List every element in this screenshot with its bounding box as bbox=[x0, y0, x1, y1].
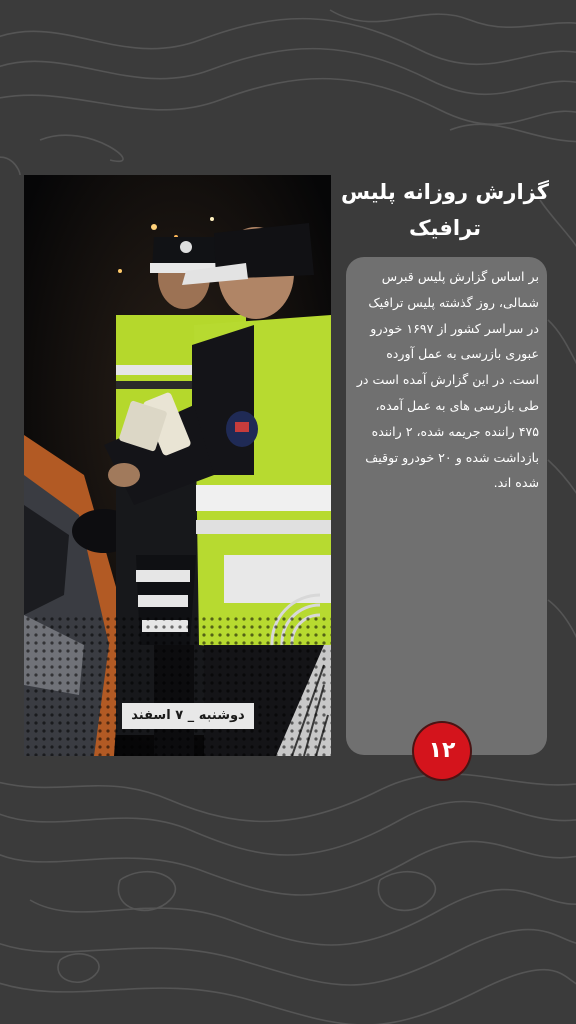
page-number-badge: ۱۲ bbox=[414, 723, 470, 779]
article-body: بر اساس گزارش پلیس قبرس شمالی، روز گذشته پلیس ترافیک در سراسر کشور از ۱۶۹۷ خودرو عبوری بازرسی به عمل آورده است. در این گزارش آمده است در طی بازرسی های به عمل آمده، ۴۷۵ راننده جریمه شده، ۲ راننده بازداشت شده و ۲۰ خودرو توقیف شده اند. bbox=[356, 269, 539, 491]
news-photo bbox=[24, 175, 331, 756]
page-title: گزارش روزانه پلیس ترافیک bbox=[341, 180, 549, 240]
date-label: دوشنبه _ ۷ اسفند bbox=[122, 703, 254, 729]
